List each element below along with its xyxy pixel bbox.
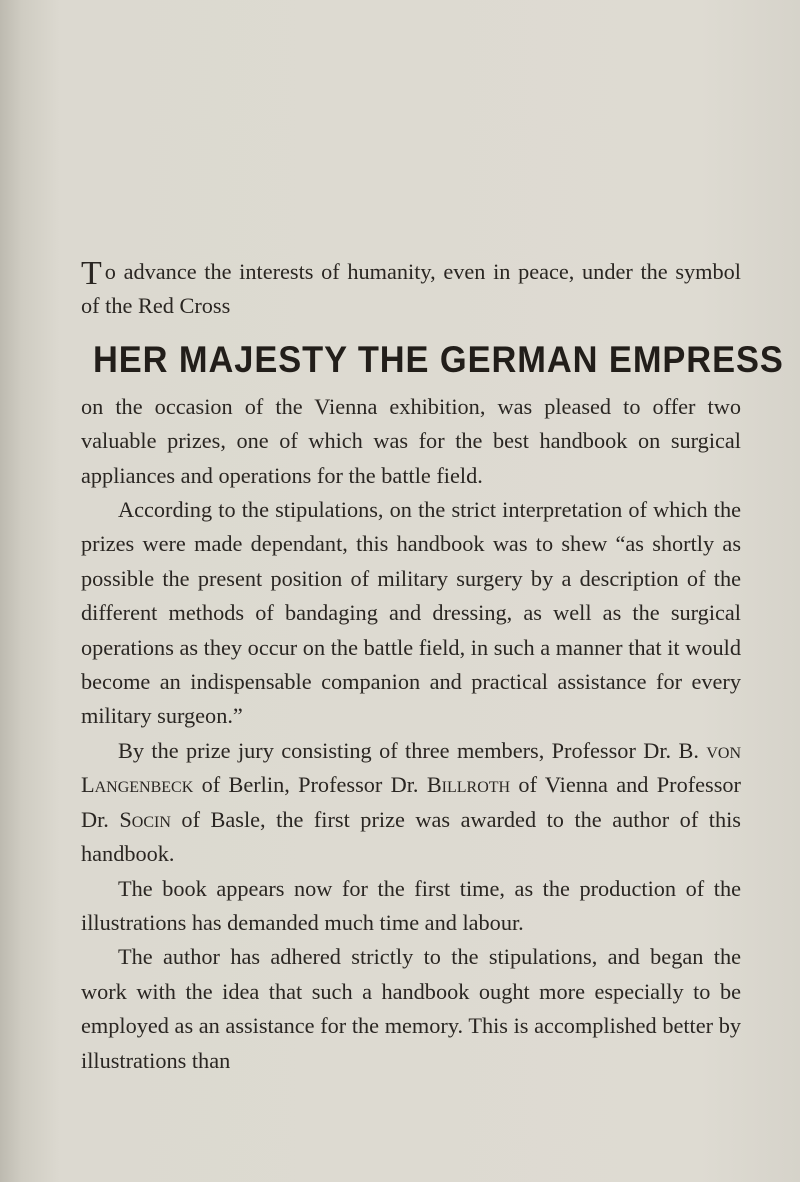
paragraph-5: The author has adhered strictly to the stipulations, and began the work with the idea that such a handbook ought more especially to be employed as an assistance for the memory. This is accomplished better by illustrations than bbox=[81, 944, 741, 1073]
paragraph-4: The book appears now for the first time, as the production of the illustrations has demanded much time and labour. bbox=[81, 875, 741, 935]
page-body bbox=[81, 255, 784, 1078]
paragraph-3-text-3: of Vienna and Professor Dr. bbox=[81, 772, 741, 832]
paragraph-3 bbox=[81, 734, 741, 872]
name-billroth: Billroth bbox=[426, 772, 511, 798]
opening-text: o advance the interests of humanity, even in peace, under the symbol of the Red Cross bbox=[81, 259, 741, 319]
drop-cap: T bbox=[81, 255, 102, 292]
paragraph-1: on the occasion of the Vienna exhibition, was pleased to offer two valuable prizes, one of which was for the best handbook on surgical appliances and operations for the battle field. bbox=[81, 393, 741, 488]
paragraph-2: According to the stipulations, on the strict interpretation of which the prizes were made dependant, this handbook was to shew “as shortly as possible the present position of military surgery by a description of the different methods of bandaging and dressing, as well as the surgical operations as they occur on the battle field, in such a manner that it would become an indispensable companion and practical assistance for every military surgeon.” bbox=[81, 497, 741, 729]
name-langenbeck: von Langenbeck bbox=[81, 737, 741, 798]
paragraph-3-text-1: By the prize jury consisting of three members, Professor Dr. B. bbox=[118, 737, 707, 763]
name-socin: Socin bbox=[119, 806, 171, 832]
paragraph-3-text-4: of Basle, the first prize was awarded to the author of this handbook. bbox=[81, 806, 741, 867]
paragraph-3-text-2: of Berlin, Professor Dr. bbox=[193, 772, 427, 798]
dedication-heading: HER MAJESTY THE GERMAN EMPRESS bbox=[93, 338, 784, 380]
opening-paragraph bbox=[81, 255, 741, 324]
